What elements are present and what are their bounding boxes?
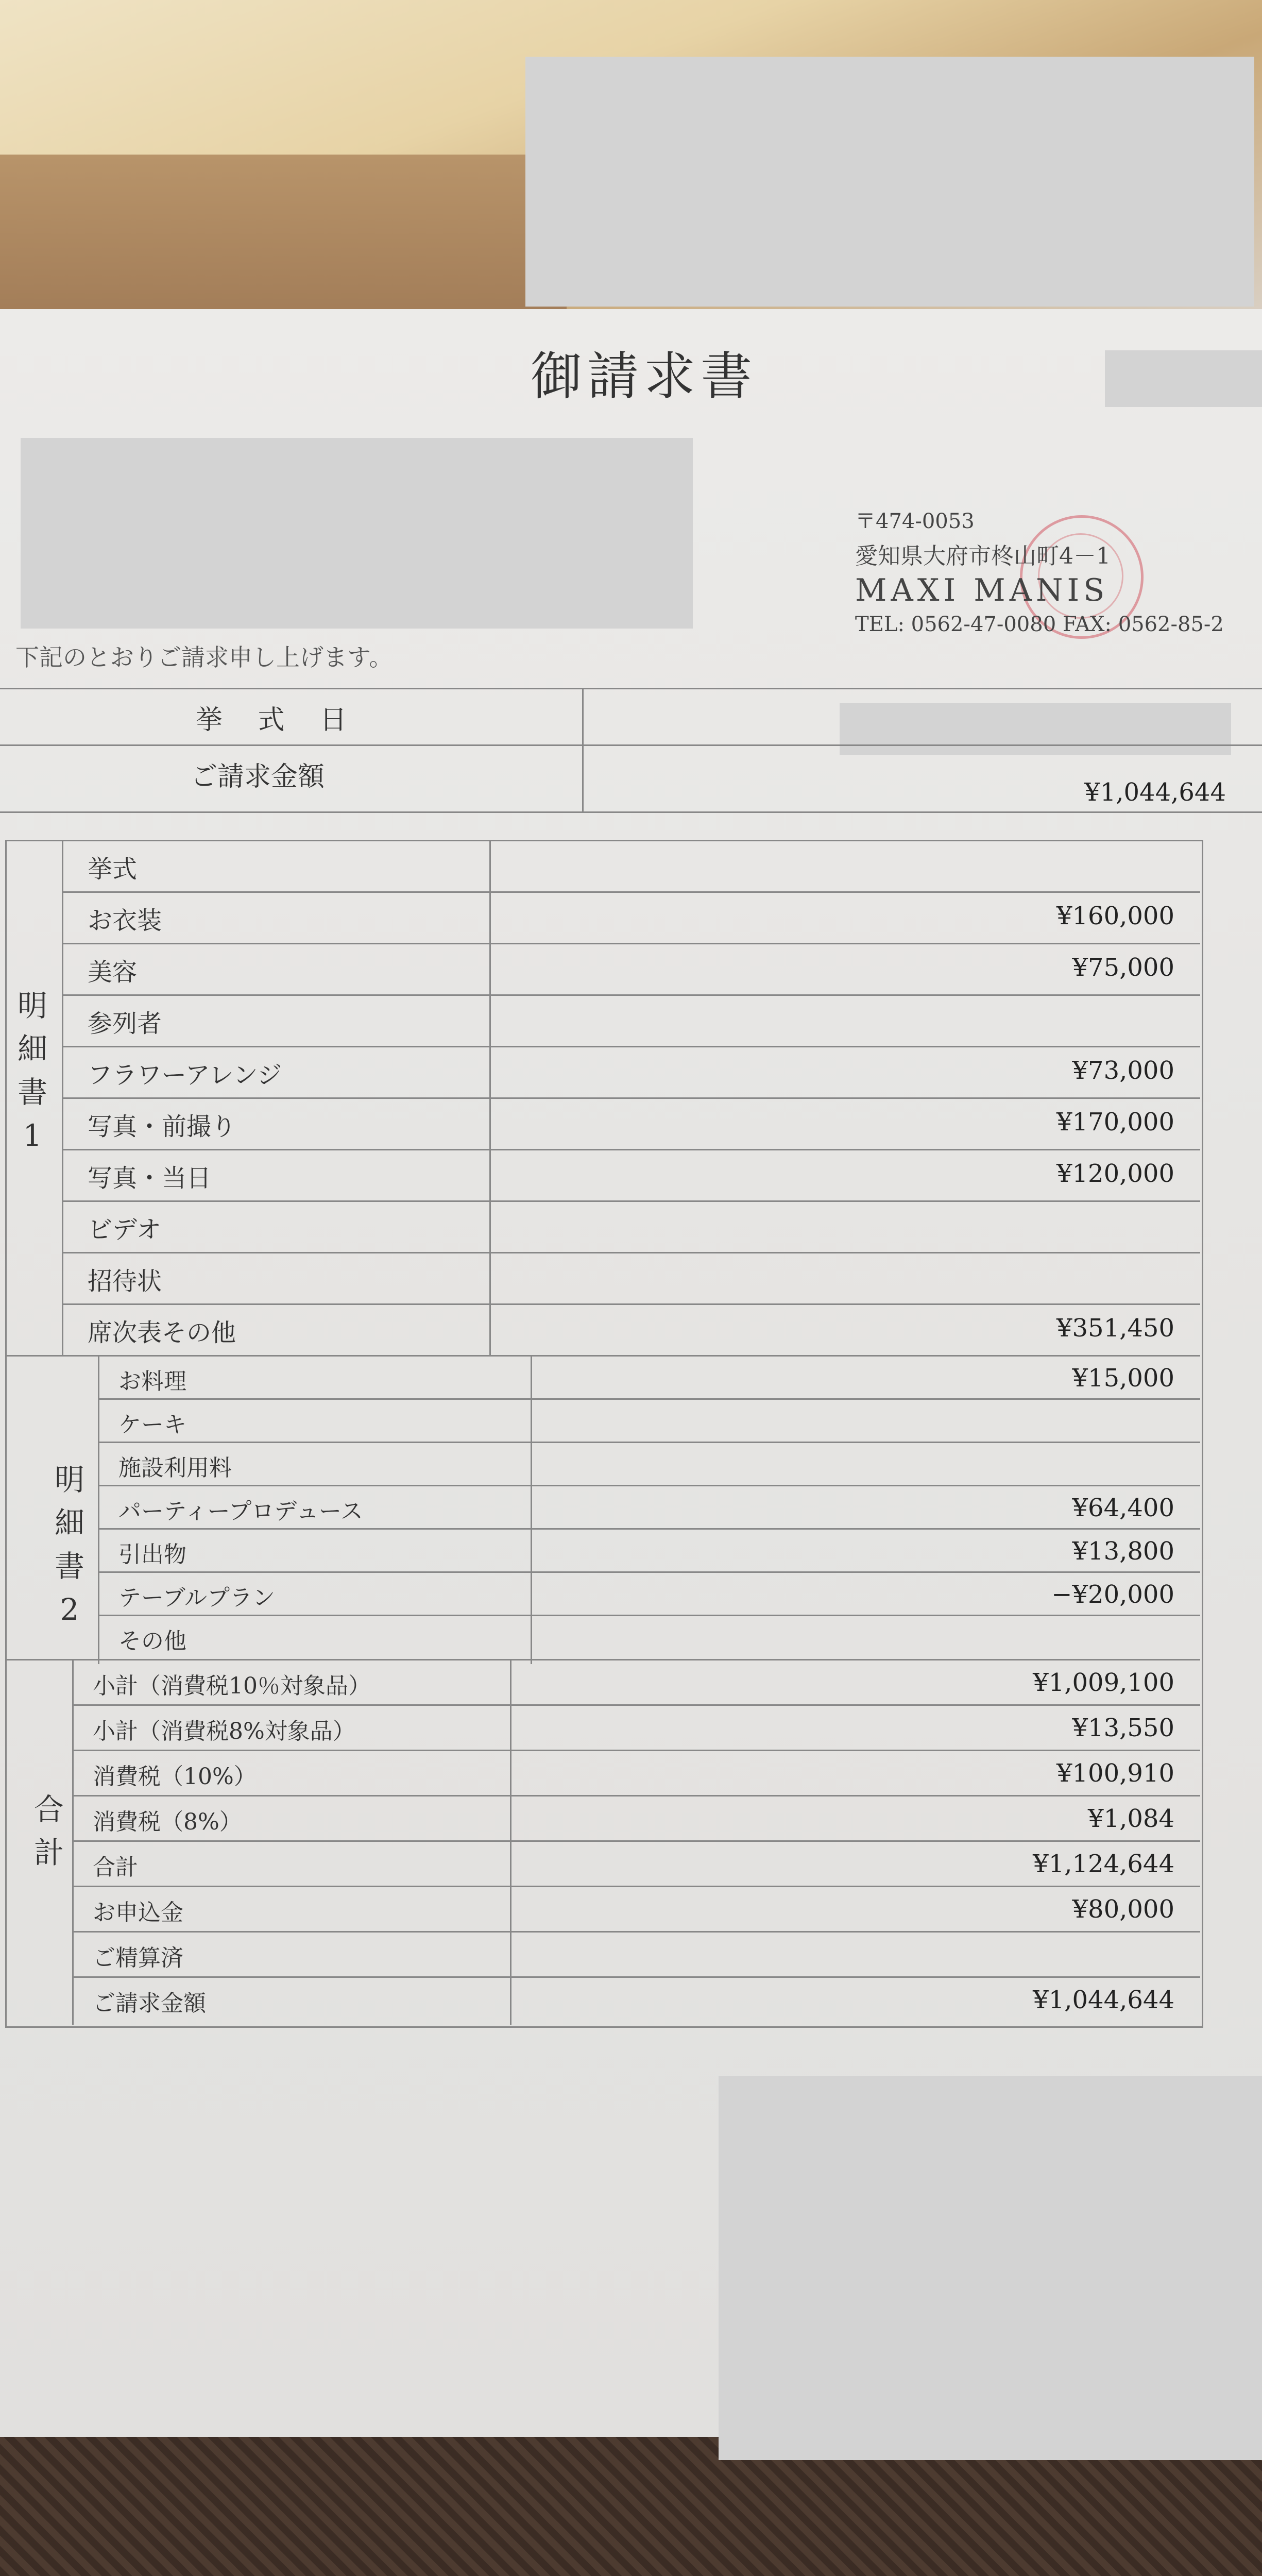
rule xyxy=(0,811,1262,813)
redacted-block xyxy=(719,2076,1262,2460)
sender-postal: 〒474-0053 xyxy=(855,510,975,533)
section1-label: 明 細 書 1 xyxy=(17,988,47,1153)
row-amount: ¥1,124,644 xyxy=(1033,1849,1174,1878)
rule xyxy=(0,744,1262,746)
row-amount: ¥13,800 xyxy=(1072,1536,1174,1566)
redacted-block xyxy=(1105,350,1262,407)
rule xyxy=(531,1355,532,1664)
row-label: 消費税（10%） xyxy=(93,1763,257,1790)
row-label: 招待状 xyxy=(88,1267,162,1296)
row-label: 小計（消費税8%対象品） xyxy=(93,1718,355,1744)
redacted-block xyxy=(840,703,1231,755)
rule xyxy=(510,1659,511,2025)
row-label: その他 xyxy=(118,1628,186,1655)
row-divider xyxy=(62,943,1200,944)
row-amount: ¥1,044,644 xyxy=(1033,1985,1174,2014)
row-amount: ¥100,910 xyxy=(1056,1758,1174,1788)
row-label: 消費税（8%） xyxy=(93,1808,242,1835)
row-label: ご精算済 xyxy=(93,1944,183,1971)
rule xyxy=(0,688,1262,689)
row-label: 小計（消費税10％対象品） xyxy=(93,1672,371,1699)
sender-tel-fax: TEL: 0562-47-0080 FAX: 0562-85-2 xyxy=(855,613,1224,636)
row-amount: ¥1,084 xyxy=(1088,1804,1174,1833)
rule xyxy=(5,1659,1200,1660)
row-divider xyxy=(72,1840,1200,1842)
row-divider xyxy=(98,1485,1200,1486)
row-label: ケーキ xyxy=(118,1412,186,1438)
row-divider xyxy=(72,1886,1200,1887)
totals-label: 合 計 xyxy=(33,1792,64,1870)
row-amount: ¥160,000 xyxy=(1056,902,1174,930)
row-divider xyxy=(62,1046,1200,1047)
section2-label: 明 細 書 2 xyxy=(54,1462,84,1627)
row-divider xyxy=(72,1795,1200,1797)
row-amount: ¥75,000 xyxy=(1072,953,1174,982)
row-divider xyxy=(62,994,1200,996)
row-label: 合計 xyxy=(93,1854,138,1880)
row-label: ご請求金額 xyxy=(93,1990,206,2016)
billing-amount-value: ¥1,044,644 xyxy=(1084,778,1226,807)
row-divider xyxy=(98,1571,1200,1573)
rule xyxy=(5,1355,1200,1357)
document-title: 御請求書 xyxy=(531,346,757,406)
row-label: テーブルプラン xyxy=(118,1585,276,1612)
row-label: 写真・当日 xyxy=(88,1164,212,1193)
row-amount: −¥20,000 xyxy=(1051,1580,1174,1609)
row-label: 美容 xyxy=(88,958,138,987)
rule xyxy=(98,1355,99,1664)
row-label: パーティープロデュース xyxy=(118,1498,363,1525)
row-divider xyxy=(98,1398,1200,1400)
row-amount: ¥13,550 xyxy=(1072,1713,1174,1742)
row-label: 参列者 xyxy=(88,1009,162,1038)
row-amount: ¥120,000 xyxy=(1056,1159,1174,1188)
sender-block xyxy=(855,505,1224,636)
billing-amount-label: ご請求金額 xyxy=(191,761,325,792)
row-divider xyxy=(62,1097,1200,1099)
row-label: ビデオ xyxy=(88,1215,162,1244)
row-divider xyxy=(72,1931,1200,1933)
row-divider xyxy=(98,1442,1200,1443)
row-amount: ¥15,000 xyxy=(1072,1363,1174,1393)
row-label: 席次表その他 xyxy=(88,1318,236,1347)
row-divider xyxy=(98,1528,1200,1530)
row-amount: ¥80,000 xyxy=(1072,1894,1174,1924)
row-divider xyxy=(62,891,1200,893)
sender-company: MAXI MANIS xyxy=(855,572,1109,608)
row-divider xyxy=(62,1303,1200,1305)
ceremony-date-label: 挙 式 日 xyxy=(196,705,361,736)
row-amount: ¥351,450 xyxy=(1056,1314,1174,1343)
row-divider xyxy=(62,1252,1200,1253)
rule xyxy=(582,688,584,811)
row-divider xyxy=(62,1200,1200,1202)
row-amount: ¥73,000 xyxy=(1072,1056,1174,1085)
row-label: お衣装 xyxy=(88,906,162,935)
row-divider xyxy=(72,1976,1200,1978)
row-divider xyxy=(98,1615,1200,1616)
rule xyxy=(72,1659,74,2025)
intro-text: 下記のとおりご請求申し上げます。 xyxy=(15,643,393,671)
row-amount: ¥64,400 xyxy=(1072,1493,1174,1522)
row-divider xyxy=(72,1750,1200,1751)
row-label: 引出物 xyxy=(118,1541,186,1568)
row-label: 写真・前撮り xyxy=(88,1112,236,1141)
row-label: 施設利用料 xyxy=(118,1455,232,1482)
sender-address: 愛知県大府市柊山町4－1 xyxy=(855,543,1111,569)
row-amount: ¥170,000 xyxy=(1056,1108,1174,1137)
redacted-block xyxy=(525,57,1254,307)
row-amount: ¥1,009,100 xyxy=(1033,1668,1174,1697)
row-label: お料理 xyxy=(118,1368,186,1395)
redacted-block xyxy=(21,438,693,629)
row-label: お申込金 xyxy=(93,1899,183,1926)
row-label: 挙式 xyxy=(88,855,138,884)
row-label: フラワーアレンジ xyxy=(88,1061,282,1090)
row-divider xyxy=(72,1704,1200,1706)
row-divider xyxy=(62,1149,1200,1150)
